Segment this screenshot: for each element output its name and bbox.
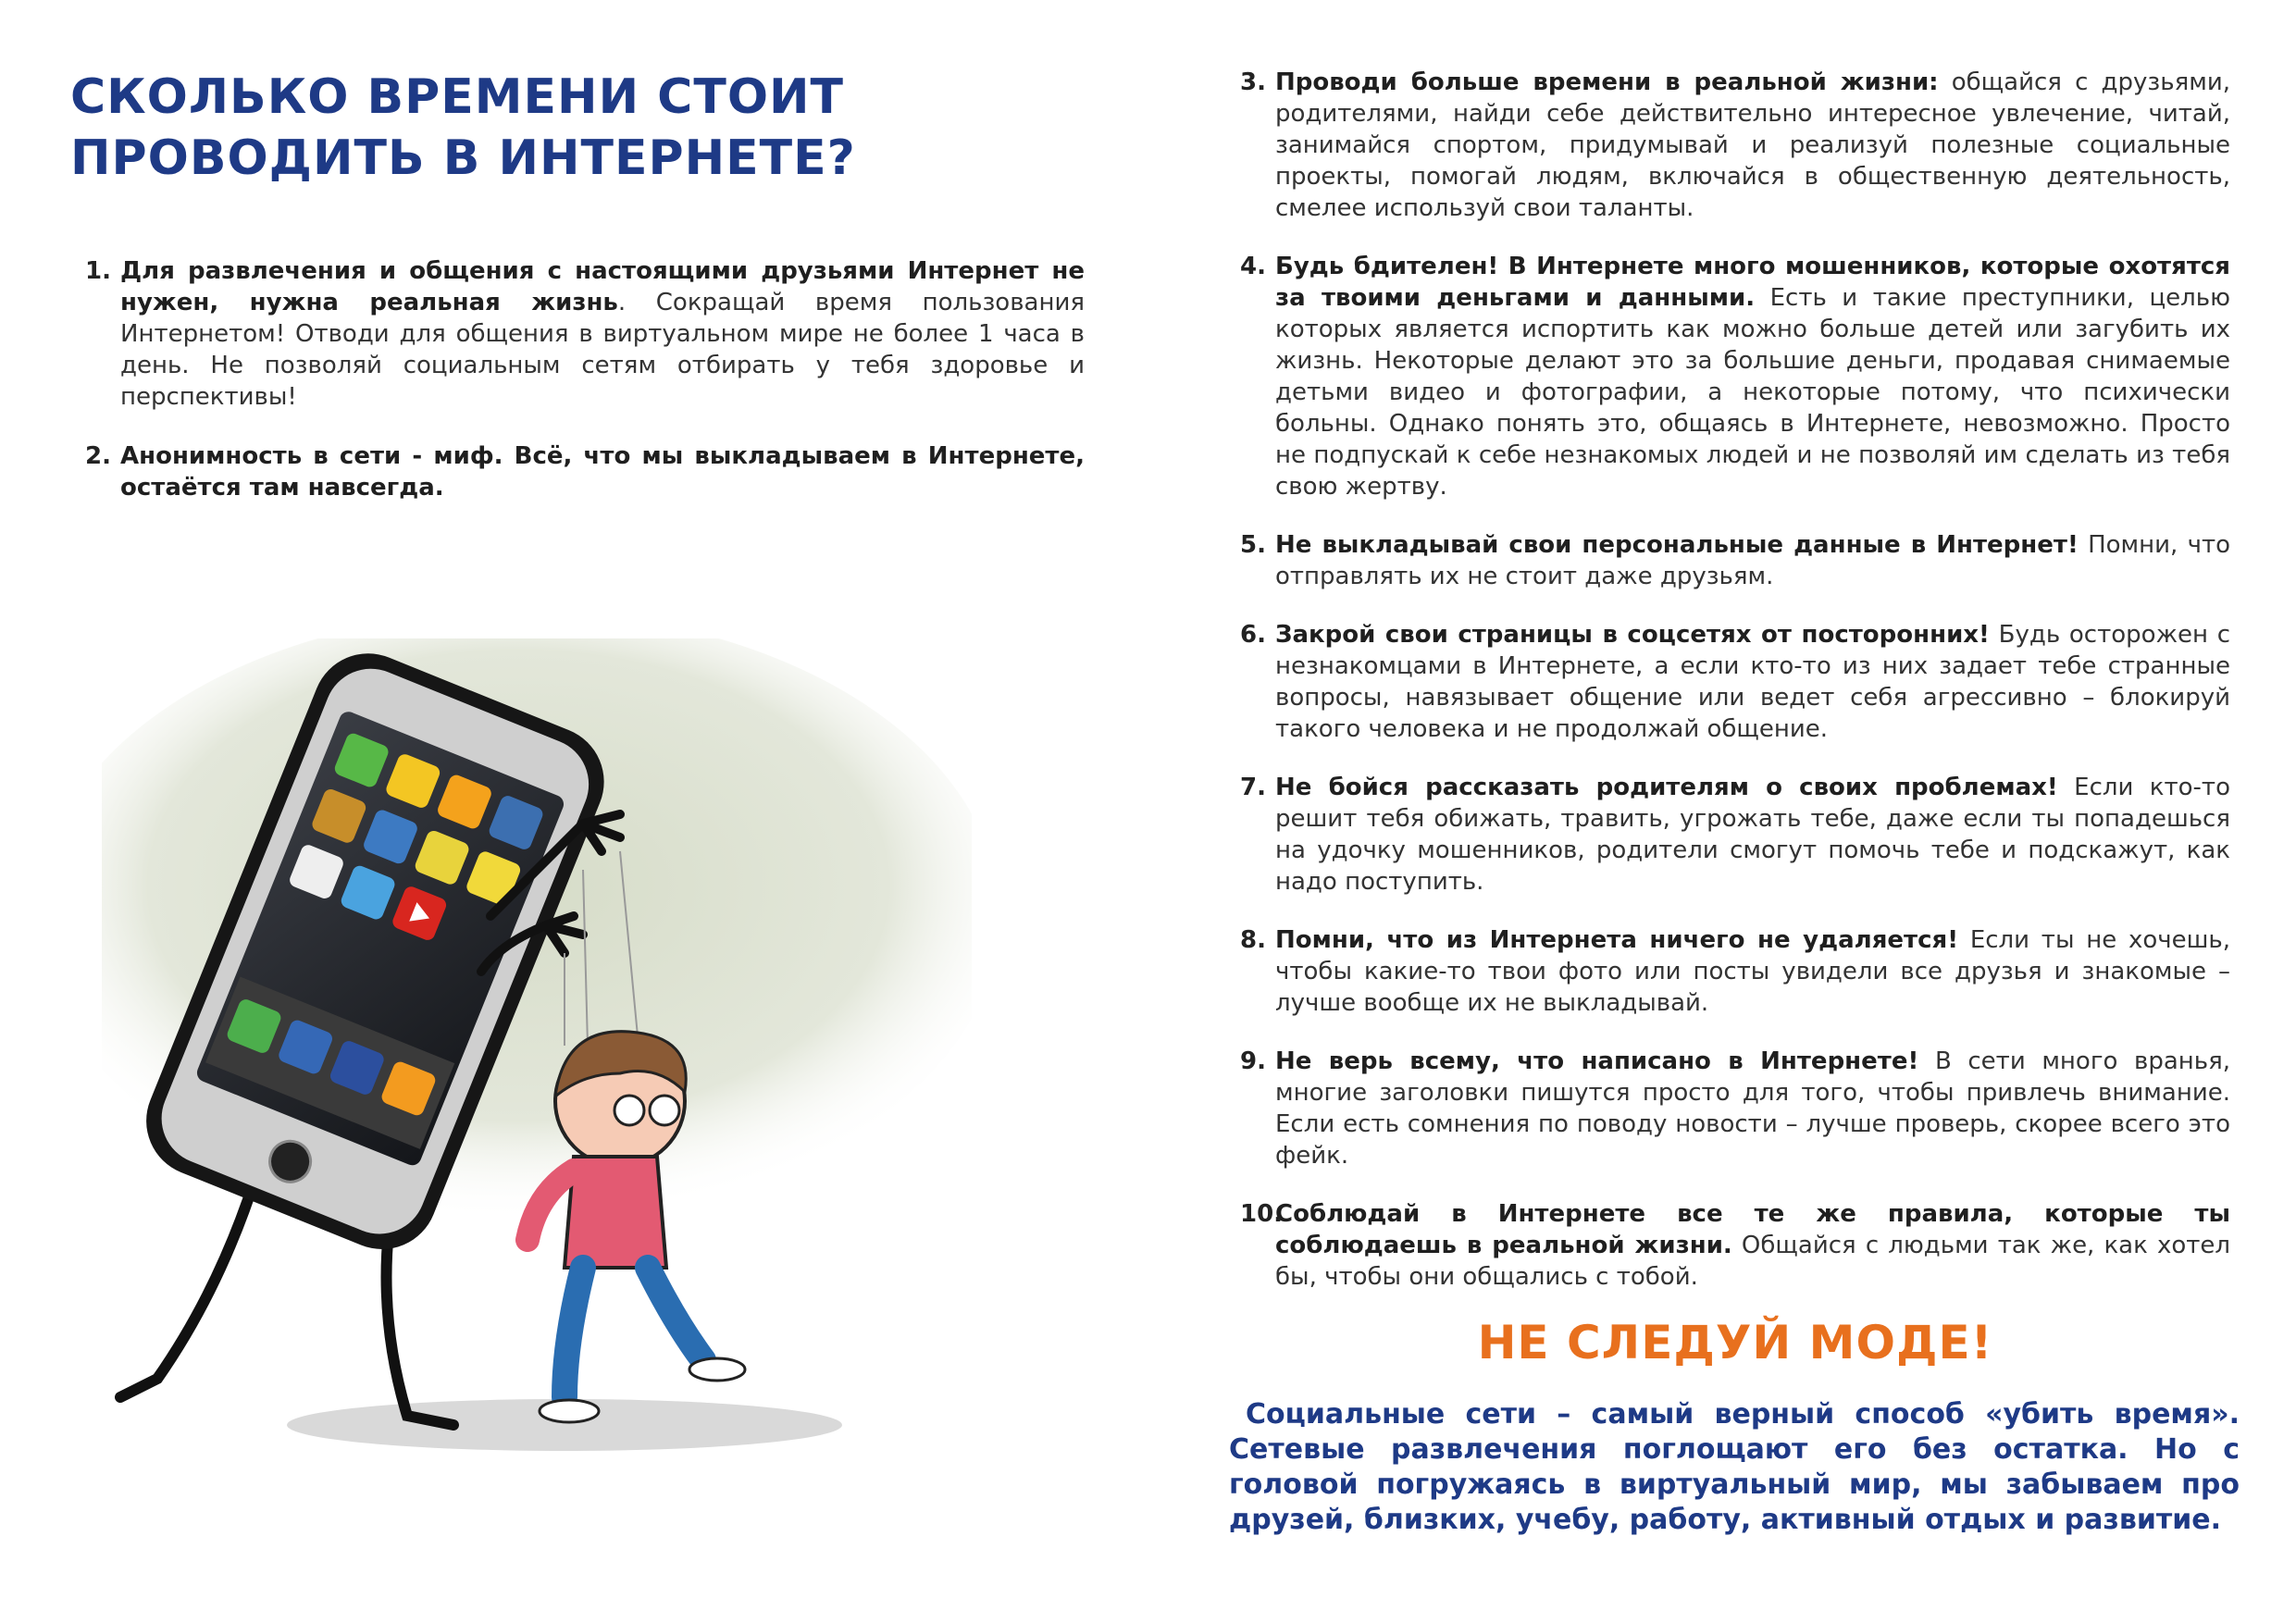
rule-number: 8. (1240, 926, 1266, 954)
rule-text: . Сокращай время пользования Интернетом! Отводи для общения в виртуальном мире не более 1 часа в день. Не позволяй социальным сетям отбирать у тебя здоровье и перспективы! (120, 289, 1085, 411)
rule-item-7 (1240, 772, 2230, 898)
motto-heading: НЕ СЛЕДУЙ МОДЕ! (1477, 1316, 1993, 1369)
closing-paragraph: Социальные сети – самый верный способ «убить время». Сетевые развлечения поглощают его без остатка. Но с головой погружаясь в виртуальный мир, мы забываем про друзей, близких, учебу, работу, активный отдых и развитие. (1229, 1398, 2240, 1536)
rule-text: В сети много вранья, многие заголовки пишутся просто для того, чтобы привлечь внимание. Если есть сомнения по поводу новости – лучше проверь, скорее всего это фейк. (1275, 1047, 2230, 1170)
phone-monster-illustration (102, 638, 972, 1471)
rule-heading: Закрой свои страницы в соцсетях от посторонних! (1275, 621, 1990, 649)
rule-item-2 (85, 440, 1085, 503)
boy-shoe (540, 1400, 599, 1422)
title-line-2: ПРОВОДИТЬ В ИНТЕРНЕТЕ? (70, 130, 856, 186)
rule-heading: Анонимность в сети - миф. Всё, что мы выкладываем в Интернете, остаётся там навсегда. (120, 442, 1085, 502)
rule-text: Общайся с людьми так же, как хотел бы, чтобы они общались с тобой. (1275, 1232, 2230, 1291)
rule-number: 10. (1240, 1200, 1284, 1228)
rule-item-4 (1240, 251, 2230, 502)
glasses-left (614, 1096, 644, 1125)
boy-leg-right (648, 1268, 703, 1360)
rule-number: 7. (1240, 774, 1266, 801)
rules-list-right (1240, 67, 2230, 1319)
boy-shoe (689, 1358, 745, 1381)
rule-heading: Не выкладывай свои персональные данные в Интернет! (1275, 531, 2079, 559)
page-title (70, 67, 996, 189)
glasses-right (650, 1096, 679, 1125)
rule-text: Будь осторожен с незнакомцами в Интернете, а если кто-то из них задает тебе странные вопросы, навязывает общение или ведет себя агрессивно – блокируй такого человека и не продолжай общение. (1275, 621, 2231, 743)
title-line-1: СКОЛЬКО ВРЕМЕНИ СТОИТ (70, 69, 845, 125)
rule-text: Помни, что отправлять их не стоит даже друзьям. (1275, 531, 2230, 590)
rule-number: 1. (85, 257, 111, 285)
rules-list-left (85, 255, 1085, 531)
rule-number: 3. (1240, 68, 1266, 96)
rule-item-3 (1240, 67, 2230, 224)
rule-number: 2. (85, 442, 111, 470)
rule-heading: Не бойся рассказать родителям о своих проблемах! (1275, 774, 2058, 801)
rule-text: Есть и такие преступники, целью которых является испортить как можно больше детей или загубить их жизнь. Некоторые делают это за большие деньги, продавая снимаемые детьми видео и фотографии, а некоторые потому, что психически больны. Однако понять это, общаясь в Интернете, невозможно. Просто не подпускай к себе незнакомых людей и не позволяй им сделать из тебя свою жертву. (1275, 284, 2230, 501)
rule-heading: Для развлечения и общения с настоящими друзьями Интернет не нужен, нужна реальная жизнь (120, 257, 1085, 316)
rule-item-8 (1240, 924, 2230, 1019)
phone-leg-left (120, 1166, 259, 1397)
rule-text: Если кто-то решит тебя обижать, травить, угрожать тебе, даже если ты попадешься на удочку мошенников, родители смогут помочь тебе и подскажут, как надо поступить. (1275, 774, 2230, 896)
rule-number: 5. (1240, 531, 1266, 559)
rule-text: Если ты не хочешь, чтобы какие-то твои фото или посты увидели все друзья и знакомые – лучше вообще их не выкладывай. (1275, 926, 2230, 1017)
rule-item-9 (1240, 1046, 2230, 1171)
rule-heading: Будь бдителен! В Интернете много мошенников, которые охотятся за твоими деньгами и данными. (1275, 253, 2230, 312)
rule-number: 6. (1240, 621, 1266, 649)
rule-number: 9. (1240, 1047, 1266, 1075)
rule-item-5 (1240, 529, 2230, 592)
boy-leg-left (565, 1268, 583, 1397)
rule-heading: Не верь всему, что написано в Интернете! (1275, 1047, 1919, 1075)
rule-item-1 (85, 255, 1085, 413)
rule-item-10 (1240, 1198, 2230, 1293)
rule-heading: Соблюдай в Интернете все те же правила, которые ты соблюдаешь в реальной жизни. (1275, 1200, 2230, 1259)
rule-number: 4. (1240, 253, 1266, 280)
rule-heading: Помни, что из Интернета ничего не удаляется! (1275, 926, 1959, 954)
rule-item-6 (1240, 619, 2230, 745)
phone-leg-right (387, 1231, 454, 1425)
rule-heading: Проводи больше времени в реальной жизни: (1275, 68, 1939, 96)
rule-text: общайся с друзьями, родителями, найди себе действительно интересное увлечение, читай, занимайся спортом, придумывай и реализуй полезные социальные проекты, помогай людям, включайся в общественную деятельность, смелее используй свои таланты. (1275, 68, 2230, 222)
